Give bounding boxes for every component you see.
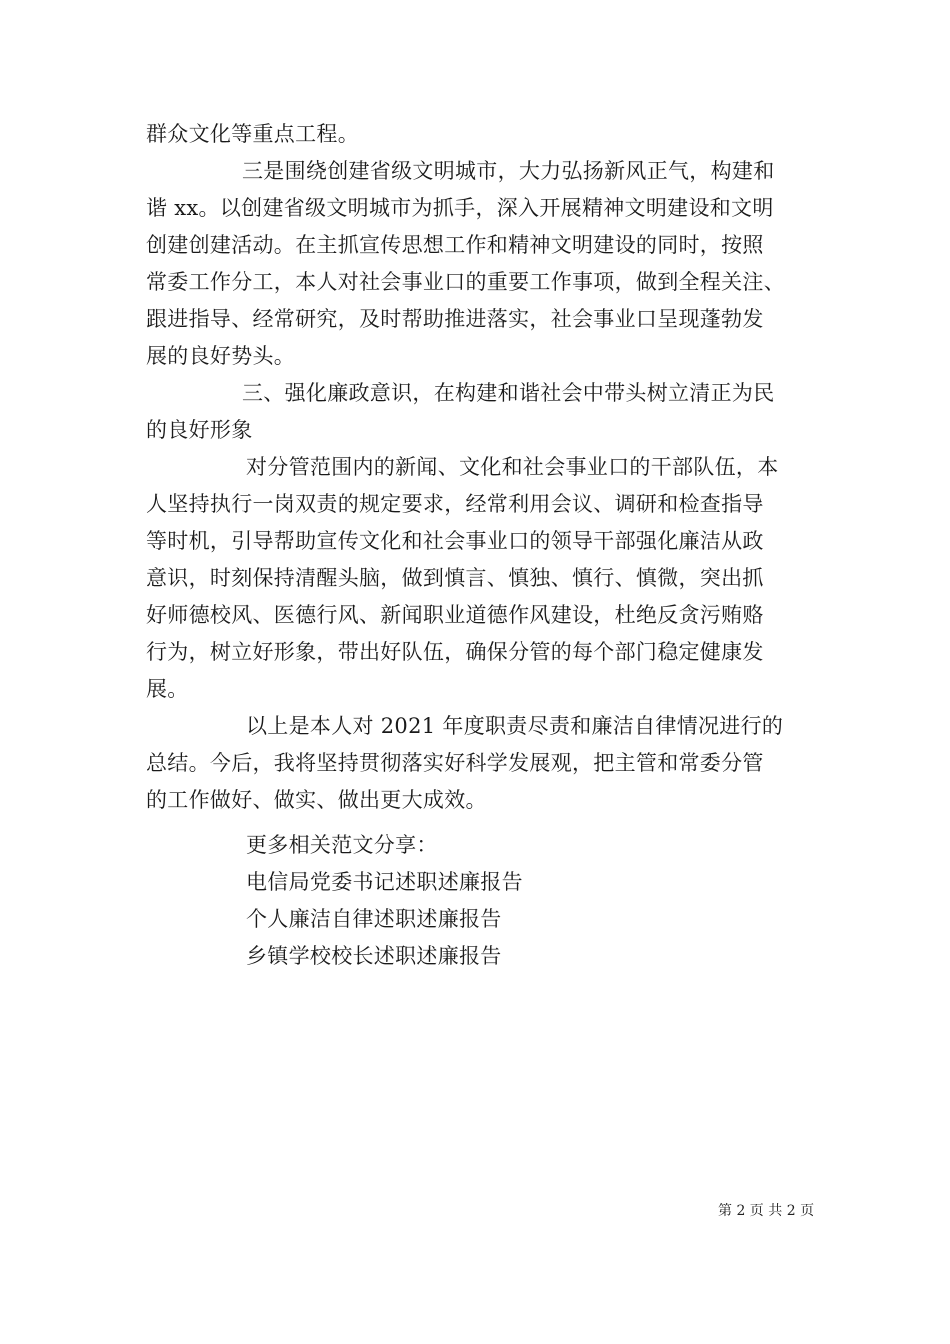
paragraph-line: 跟进指导、经常研究，及时帮助推进落实，社会事业口呈现蓬勃发	[146, 307, 764, 331]
page-number-footer: 第 2 页 共 2 页	[718, 1203, 815, 1219]
paragraph-line: 群众文化等重点工程。	[146, 122, 359, 146]
paragraph-first-line: 对分管范围内的新闻、文化和社会事业口的干部队伍，本	[246, 455, 779, 479]
paragraph-line: 展。	[146, 677, 189, 701]
document-body	[146, 116, 816, 819]
paragraph-line: 行为，树立好形象，带出好队伍，确保分管的每个部门稳定健康发	[146, 640, 764, 664]
related-link[interactable]: 乡镇学校校长述职述廉报告	[246, 944, 502, 968]
paragraph-line: 人坚持执行一岗双责的规定要求，经常利用会议、调研和检查指导	[146, 492, 764, 516]
paragraph-first-line: 以上是本人对 2021 年度职责尽责和廉洁自律情况进行的	[246, 714, 784, 738]
paragraph-line: 的工作做好、做实、做出更大成效。	[146, 788, 487, 812]
paragraph-line: 展的良好势头。	[146, 344, 296, 368]
related-articles	[146, 827, 523, 975]
paragraph-line: 谐 xx。以创建省级文明城市为抓手，深入开展精神文明建设和文明	[146, 196, 774, 220]
paragraph-first-line: 三是围绕创建省级文明城市，大力弘扬新风正气，构建和	[242, 159, 775, 183]
paragraph-line: 总结。今后，我将坚持贯彻落实好科学发展观，把主管和常委分管	[146, 751, 764, 775]
paragraph-line: 好师德校风、医德行风、新闻职业道德作风建设，杜绝反贪污贿赂	[146, 603, 764, 627]
related-heading: 更多相关范文分享：	[246, 833, 438, 857]
section-heading-line: 的良好形象	[146, 418, 253, 442]
paragraph-line: 创建创建活动。在主抓宣传思想工作和精神文明建设的同时，按照	[146, 233, 764, 257]
related-link[interactable]: 电信局党委书记述职述廉报告	[246, 870, 523, 894]
paragraph-line: 常委工作分工，本人对社会事业口的重要工作事项，做到全程关注、	[146, 270, 785, 294]
related-link[interactable]: 个人廉洁自律述职述廉报告	[246, 907, 502, 931]
section-heading-line: 三、强化廉政意识，在构建和谐社会中带头树立清正为民	[242, 381, 775, 405]
paragraph-line: 等时机，引导帮助宣传文化和社会事业口的领导干部强化廉洁从政	[146, 529, 764, 553]
paragraph-line: 意识，时刻保持清醒头脑，做到慎言、慎独、慎行、慎微，突出抓	[146, 566, 764, 590]
